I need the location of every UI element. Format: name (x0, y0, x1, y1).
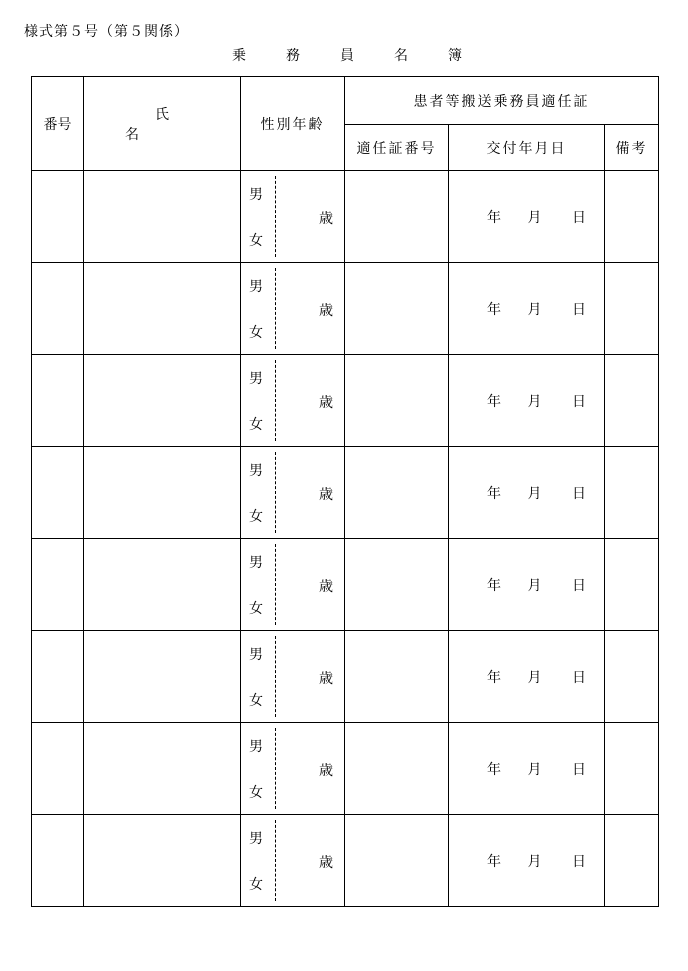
form-number: 様式第５号（第５関係） (24, 24, 189, 40)
sex-female-option[interactable]: 女 (249, 233, 263, 249)
sex-age-divider (275, 452, 276, 533)
cell-certificate-number[interactable] (345, 263, 449, 355)
cell-name[interactable] (84, 539, 241, 631)
age-unit-label: 歳 (319, 303, 333, 319)
year-label: 年 (487, 209, 502, 226)
cell-remarks[interactable] (605, 447, 659, 539)
table-row (32, 447, 659, 539)
header-number: 番号 (32, 77, 84, 171)
sex-age-divider (275, 268, 276, 349)
cell-sex-age[interactable] (241, 723, 345, 815)
cell-name[interactable] (84, 263, 241, 355)
sex-female-option[interactable]: 女 (249, 877, 263, 893)
sex-male-option[interactable]: 男 (249, 555, 263, 571)
date-parts (467, 759, 586, 779)
month-label: 月 (527, 209, 542, 226)
date-parts (467, 575, 586, 595)
sex-age-divider (275, 728, 276, 809)
month-label: 月 (527, 301, 542, 318)
year-label: 年 (487, 853, 502, 870)
month-label: 月 (527, 853, 542, 870)
cell-issue-date[interactable] (449, 355, 605, 447)
age-unit-label: 歳 (319, 395, 333, 411)
sex-female-option[interactable]: 女 (249, 785, 263, 801)
cell-remarks[interactable] (605, 355, 659, 447)
cell-name[interactable] (84, 723, 241, 815)
date-parts (467, 667, 586, 687)
header-name-label: 氏 名 (125, 106, 303, 143)
header-remarks: 備考 (605, 125, 659, 171)
cell-number[interactable] (32, 723, 84, 815)
month-label: 月 (527, 485, 542, 502)
table-row (32, 815, 659, 907)
cell-sex-age[interactable] (241, 631, 345, 723)
cell-issue-date[interactable] (449, 539, 605, 631)
age-unit-label: 歳 (319, 855, 333, 871)
date-parts (467, 207, 586, 227)
day-label: 日 (571, 485, 586, 502)
day-label: 日 (571, 209, 586, 226)
cell-certificate-number[interactable] (345, 355, 449, 447)
day-label: 日 (571, 393, 586, 410)
cell-issue-date[interactable] (449, 815, 605, 907)
sex-female-option[interactable]: 女 (249, 417, 263, 433)
cell-number[interactable] (32, 631, 84, 723)
day-label: 日 (571, 853, 586, 870)
year-label: 年 (487, 393, 502, 410)
year-label: 年 (487, 301, 502, 318)
day-label: 日 (571, 761, 586, 778)
cell-issue-date[interactable] (449, 631, 605, 723)
table-row (32, 263, 659, 355)
year-label: 年 (487, 577, 502, 594)
cell-name[interactable] (84, 355, 241, 447)
cell-certificate-number[interactable] (345, 815, 449, 907)
crew-roster-table (31, 76, 659, 907)
cell-certificate-number[interactable] (345, 723, 449, 815)
cell-issue-date[interactable] (449, 447, 605, 539)
month-label: 月 (527, 393, 542, 410)
sex-age-divider (275, 176, 276, 257)
age-unit-label: 歳 (319, 487, 333, 503)
cell-certificate-number[interactable] (345, 631, 449, 723)
sex-male-option[interactable]: 男 (249, 647, 263, 663)
cell-name[interactable] (84, 447, 241, 539)
table-row (32, 723, 659, 815)
cell-certificate-number[interactable] (345, 171, 449, 263)
sex-age-divider (275, 820, 276, 901)
cell-issue-date[interactable] (449, 723, 605, 815)
table-row (32, 539, 659, 631)
cell-issue-date[interactable] (449, 263, 605, 355)
day-label: 日 (571, 577, 586, 594)
age-unit-label: 歳 (319, 671, 333, 687)
date-parts (467, 851, 586, 871)
header-sex-age: 性別年齢 (241, 77, 345, 171)
header-certificate-number: 適任証番号 (345, 125, 449, 171)
year-label: 年 (487, 669, 502, 686)
cell-sex-age[interactable] (241, 539, 345, 631)
header-row-1 (32, 77, 659, 125)
sex-female-option[interactable]: 女 (249, 325, 263, 341)
cell-remarks[interactable] (605, 815, 659, 907)
cell-number[interactable] (32, 539, 84, 631)
age-unit-label: 歳 (319, 211, 333, 227)
cell-issue-date[interactable] (449, 171, 605, 263)
month-label: 月 (527, 669, 542, 686)
table-row (32, 171, 659, 263)
cell-number[interactable] (32, 815, 84, 907)
sex-male-option[interactable]: 男 (249, 463, 263, 479)
date-parts (467, 391, 586, 411)
sex-male-option[interactable]: 男 (249, 739, 263, 755)
sex-female-option[interactable]: 女 (249, 509, 263, 525)
cell-number[interactable] (32, 171, 84, 263)
day-label: 日 (571, 301, 586, 318)
date-parts (467, 483, 586, 503)
date-parts (467, 299, 586, 319)
sex-age-divider (275, 636, 276, 717)
cell-sex-age[interactable] (241, 447, 345, 539)
cell-remarks[interactable] (605, 723, 659, 815)
header-certificate-group: 患者等搬送乗務員適任証 (345, 77, 659, 125)
sex-age-divider (275, 360, 276, 441)
month-label: 月 (527, 577, 542, 594)
sex-male-option[interactable]: 男 (249, 831, 263, 847)
day-label: 日 (571, 669, 586, 686)
header-issue-date: 交付年月日 (449, 125, 605, 171)
sex-male-option[interactable]: 男 (249, 371, 263, 387)
year-label: 年 (487, 485, 502, 502)
cell-remarks[interactable] (605, 631, 659, 723)
cell-sex-age[interactable] (241, 815, 345, 907)
cell-remarks[interactable] (605, 171, 659, 263)
sex-age-divider (275, 544, 276, 625)
sex-female-option[interactable]: 女 (249, 601, 263, 617)
cell-sex-age[interactable] (241, 263, 345, 355)
year-label: 年 (487, 761, 502, 778)
cell-sex-age[interactable] (241, 171, 345, 263)
cell-certificate-number[interactable] (345, 539, 449, 631)
cell-remarks[interactable] (605, 263, 659, 355)
sex-female-option[interactable]: 女 (249, 693, 263, 709)
month-label: 月 (527, 761, 542, 778)
cell-number[interactable] (32, 355, 84, 447)
cell-name[interactable] (84, 815, 241, 907)
document-title: 乗務員名簿 (232, 48, 502, 64)
cell-name[interactable] (84, 631, 241, 723)
table-row (32, 631, 659, 723)
sex-male-option[interactable]: 男 (249, 279, 263, 295)
cell-sex-age[interactable] (241, 355, 345, 447)
cell-remarks[interactable] (605, 539, 659, 631)
cell-number[interactable] (32, 447, 84, 539)
age-unit-label: 歳 (319, 579, 333, 595)
cell-name[interactable] (84, 171, 241, 263)
age-unit-label: 歳 (319, 763, 333, 779)
cell-number[interactable] (32, 263, 84, 355)
cell-certificate-number[interactable] (345, 447, 449, 539)
table-row (32, 355, 659, 447)
sex-male-option[interactable]: 男 (249, 187, 263, 203)
